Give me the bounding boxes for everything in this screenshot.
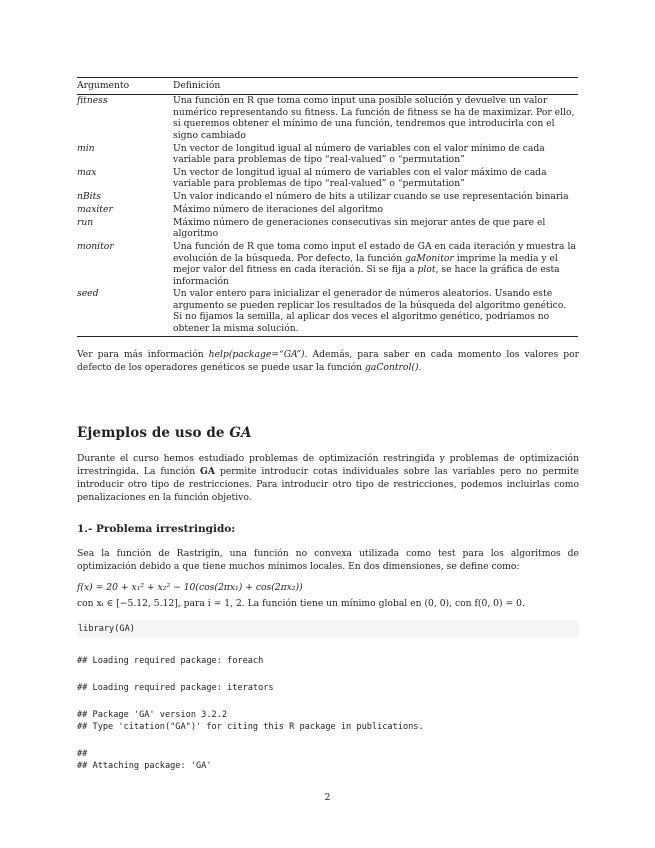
domain-paragraph: con xᵢ ∈ [−5.12, 5.12], para i = 1, 2. La función tiene un mínimo global en (0, 0), con f(0, 0) = 0. [77,598,525,609]
rastrigin-paragraph: Sea la función de Rastrigin, una función no convexa utilizada como test para los algoritmos de optimización debido a que tiene muchos mínimos locales. En dos dimensiones, se define como: [77,548,579,572]
arg-definition: Máximo número de generaciones consecutivas sin mejorar antes de que pare el algoritmo [173,216,546,240]
table-row [77,204,578,217]
arg-definition: Una función en R que toma como input una posible solución y devuelve un valor numérico representando su fitness. La función de fitness se ha de maximizar. Por ello, si queremos obtener el mínimo de una función, tendremos que introducirla con el signo cambiado [173,95,575,141]
arguments-table [77,77,578,337]
header-argumento: Argumento [77,78,173,95]
console-output: ## Type 'citation("GA")' for citing this R package in publications. [77,722,424,732]
arg-name: run [77,216,94,228]
header-definicion: Definición [173,78,578,95]
arg-definition: Una función de R que toma como input el estado de GA en cada iteración y muestra la evolución de la búsqueda. Por defecto, la función gaMonitor imprime la media y el mejor valor del fitness en cada iteración. Si se fija a plot, se hace la gráfica de esta información [173,241,576,287]
table-row [77,143,578,167]
arg-definition: Máximo número de iteraciones del algoritmo [173,204,384,216]
section-heading: Ejemplos de uso de GA [77,425,252,441]
table-row [77,191,578,204]
info-paragraph: Ver para más información help(package=“GA”). Además, para saber en cada momento los valores por defecto de los operadores genéticos se puede usar la función gaControl(). [77,349,579,373]
arg-name: nBits [77,191,102,203]
arg-name: max [77,166,97,178]
rastrigin-formula: f(x) = 20 + x₁² + x₂² − 10(cos(2πx₁) + cos(2πx₂)) [77,582,303,593]
page-number: 2 [324,792,331,803]
table-row [77,288,578,336]
gacontrol-reference: gaControl() [365,362,419,373]
table-row [77,95,578,143]
arg-name: monitor [77,241,114,253]
console-output: ## Package 'GA' version 3.2.2 [77,710,228,720]
arg-definition: Un valor entero para inicializar el generador de números aleatorios. Usando este argumento se pueden replicar los resultados de la búsqueda del algoritmo genético. Si no fijamos la semilla, al aplicar dos veces el algoritmo genético, podríamos no obtener la misma solución. [173,288,567,334]
console-output: ## Loading required package: foreach [77,656,264,666]
console-output: ## [77,749,88,759]
arg-name: seed [77,288,99,300]
intro-paragraph: Durante el curso hemos estudiado problemas de optimización restringida y problemas de optimización irrestringida. La función GA permite introducir cotas individuales sobre las variables pero no permite introducir otro tipo de restricciones. Para introducir otro tipo de restricciones, podemos incluirlas como penalizaciones en la función objetivo. [77,453,579,503]
arg-name: min [77,142,95,154]
arg-definition: Un vector de longitud igual al número de variables con el valor máximo de cada variable para problemas de tipo “real-valued” o “permutation” [173,166,547,190]
arg-definition: Un vector de longitud igual al número de variables con el valor mínimo de cada variable para problemas de tipo “real-valued” o “permutation” [173,142,545,165]
code-block: library(GA) [77,620,579,638]
console-output: ## Attaching package: 'GA' [77,761,212,771]
arg-name: fitness [77,95,108,107]
arg-definition: Un valor indicando el número de bits a utilizar cuando se use representación binaria [173,191,569,203]
console-output: ## Loading required package: iterators [77,683,274,693]
table-row [77,241,578,288]
subsection-heading: 1.- Problema irrestringido: [77,523,236,535]
arg-name: maxiter [77,204,113,216]
help-reference: help(package=“GA”) [208,349,305,360]
table-row [77,217,578,241]
table-row [77,167,578,191]
table-header-row [77,78,578,95]
